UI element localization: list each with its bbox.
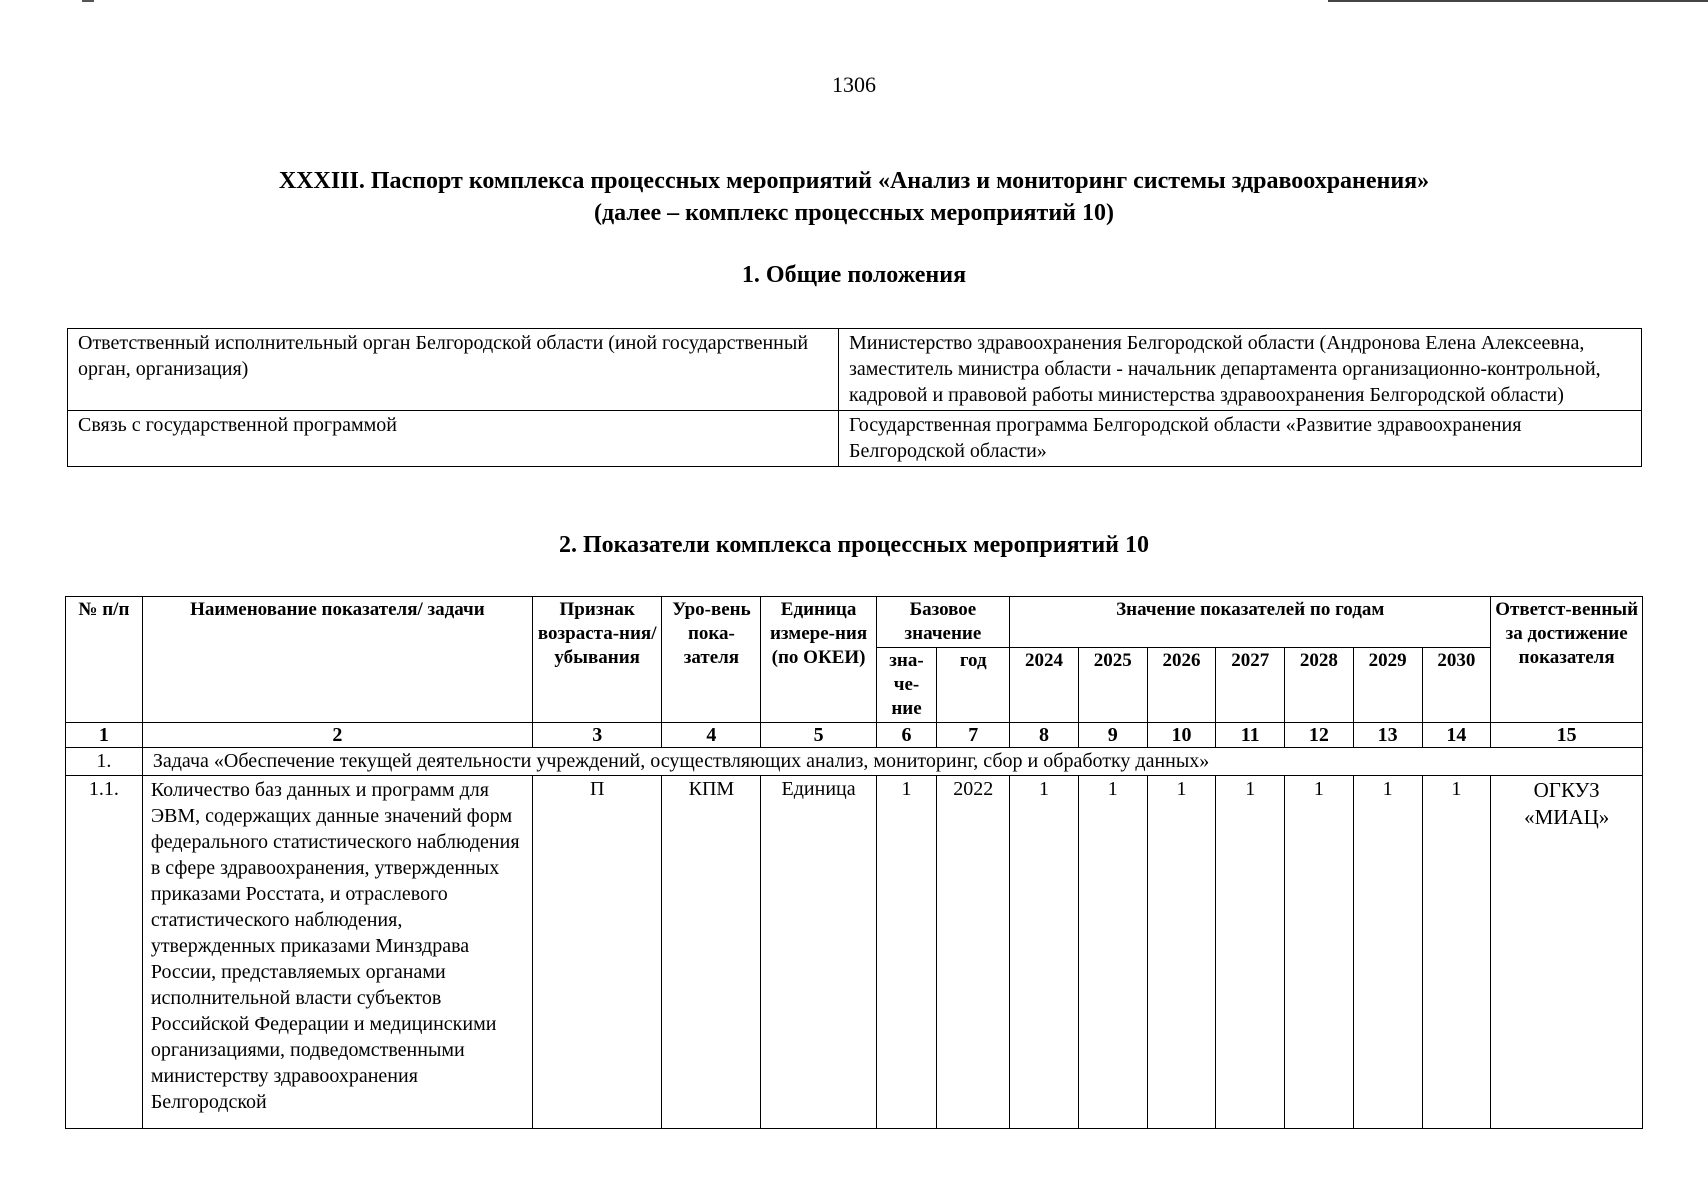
- scan-edge-mark: [82, 0, 94, 2]
- column-number: 14: [1422, 723, 1491, 748]
- indicators-table: [65, 596, 1643, 1129]
- year-value: 1: [1010, 776, 1079, 1129]
- responsible-body-value: Министерство здравоохранения Белгородской области (Андронова Елена Алексеевна, заместитель министра области - начальник департамента организационно-контрольной, кадровой и правовой работы министерства здравоохранения Белгородской области): [839, 329, 1642, 411]
- base-year: 2022: [937, 776, 1010, 1129]
- program-link-value: Государственная программа Белгородской области «Развитие здравоохранения Белгородской области»: [839, 411, 1642, 467]
- year-value: 1: [1216, 776, 1285, 1129]
- column-number: 4: [662, 723, 761, 748]
- column-number: 6: [876, 723, 937, 748]
- program-link-label: Связь с государственной программой: [68, 411, 839, 467]
- column-number: 5: [761, 723, 876, 748]
- header-year: 2028: [1285, 648, 1354, 723]
- title-line-1: XXXIII. Паспорт комплекса процессных мероприятий «Анализ и мониторинг системы здравоохранения»: [278, 168, 1430, 194]
- year-value: 1: [1285, 776, 1354, 1129]
- scan-edge-rule: [1328, 0, 1708, 2]
- indicator-unit: Единица: [761, 776, 876, 1129]
- header-base-year: год: [937, 648, 1010, 723]
- indicator-trend: П: [533, 776, 662, 1129]
- header-year: 2027: [1216, 648, 1285, 723]
- responsible-org: ОГКУЗ «МИАЦ»: [1491, 776, 1643, 1129]
- header-trend: Признак возраста-ния/ убывания: [533, 597, 662, 723]
- column-number: 12: [1285, 723, 1354, 748]
- task-row: [66, 748, 1643, 776]
- column-number: 7: [937, 723, 1010, 748]
- table-row: [68, 411, 1642, 467]
- row-num: 1.1.: [66, 776, 143, 1129]
- column-number: 10: [1147, 723, 1216, 748]
- header-year: 2030: [1422, 648, 1491, 723]
- header-level: Уро-вень пока-зателя: [662, 597, 761, 723]
- year-value: 1: [1147, 776, 1216, 1129]
- header-num: № п/п: [66, 597, 143, 723]
- year-value: 1: [1422, 776, 1491, 1129]
- header-year: 2029: [1353, 648, 1422, 723]
- header-name: Наименование показателя/ задачи: [142, 597, 532, 723]
- column-number: 9: [1078, 723, 1147, 748]
- column-number: 3: [533, 723, 662, 748]
- table-row: [68, 329, 1642, 411]
- task-num: 1.: [66, 748, 143, 776]
- header-year: 2026: [1147, 648, 1216, 723]
- task-text: Задача «Обеспечение текущей деятельности учреждений, осуществляющих анализ, мониторинг, сбор и обработку данных»: [142, 748, 1642, 776]
- header-base: Базовое значение: [876, 597, 1009, 648]
- section-1-heading: 1. Общие положения: [741, 262, 967, 288]
- header-year: 2025: [1078, 648, 1147, 723]
- indicator-level: КПМ: [662, 776, 761, 1129]
- page-number: 1306: [832, 72, 876, 97]
- header-year: 2024: [1010, 648, 1079, 723]
- header-unit: Единица измере-ния (по ОКЕИ): [761, 597, 876, 723]
- indicator-name: Количество баз данных и программ для ЭВМ, содержащих данные значений форм федерального статистического наблюдения в сфере здравоохранения, утвержденных приказами Росстата, и отраслевого статистического наблюдения, утвержденных приказами Минздрава России, представляемых органами исполнительной власти субъектов Российской Федерации и медицинскими организациями, подведомственными министерству здравоохранения Белгородской: [142, 776, 532, 1129]
- year-value: 1: [1078, 776, 1147, 1129]
- column-number: 8: [1010, 723, 1079, 748]
- column-number: 11: [1216, 723, 1285, 748]
- header-by-years: Значение показателей по годам: [1010, 597, 1491, 648]
- column-numbers-row: [66, 723, 1643, 748]
- year-value: 1: [1353, 776, 1422, 1129]
- base-value: 1: [876, 776, 937, 1129]
- section-2-heading: 2. Показатели комплекса процессных мероприятий 10: [558, 532, 1149, 558]
- column-number: 15: [1491, 723, 1643, 748]
- column-number: 2: [142, 723, 532, 748]
- general-provisions-table: [67, 328, 1642, 467]
- column-number: 1: [66, 723, 143, 748]
- title-line-2: (далее – комплекс процессных мероприятий 10): [594, 200, 1114, 226]
- column-number: 13: [1353, 723, 1422, 748]
- header-row: [66, 597, 1643, 648]
- table-row: [66, 776, 1643, 1129]
- responsible-body-label: Ответственный исполнительный орган Белгородской области (иной государственный орган, организация): [68, 329, 839, 411]
- header-base-value: зна-че-ние: [876, 648, 937, 723]
- header-responsible: Ответст-венный за достижение показателя: [1491, 597, 1643, 723]
- document-title: [80, 165, 1628, 229]
